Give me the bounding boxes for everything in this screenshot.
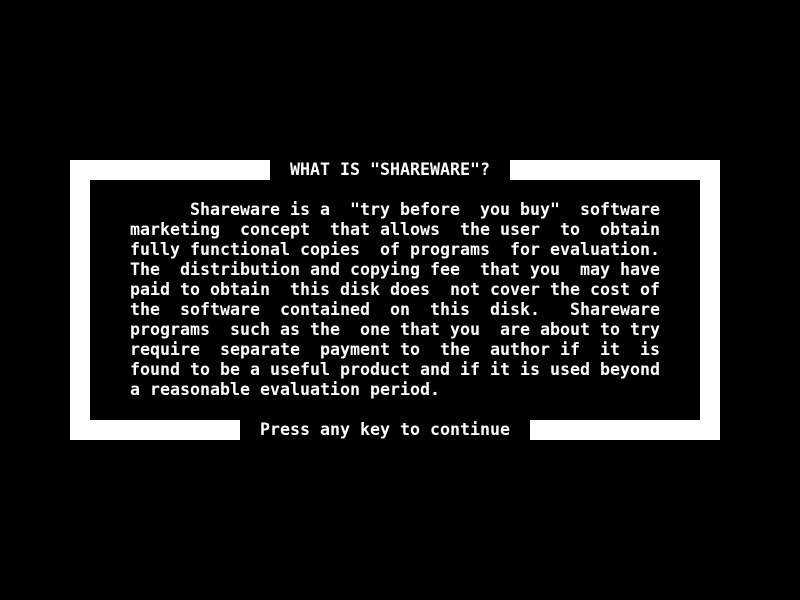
- body-line: Shareware is a "try before you buy" software: [130, 200, 660, 219]
- body-line: the software contained on this disk. Shareware: [130, 300, 660, 319]
- body-line: found to be a useful product and if it is used beyond: [130, 360, 660, 379]
- body-line: a reasonable evaluation period.: [130, 380, 440, 399]
- body-line: The distribution and copying fee that you may have: [130, 260, 660, 279]
- body-line: require separate payment to the author if it is: [130, 340, 660, 359]
- continue-prompt: Press any key to continue: [260, 420, 510, 439]
- body-line: paid to obtain this disk does not cover the cost of: [130, 280, 660, 299]
- dialog-frame: [70, 160, 720, 440]
- dialog-body-panel: [90, 180, 700, 420]
- dialog-title-bar: [270, 160, 510, 180]
- body-line: fully functional copies of programs for evaluation.: [130, 240, 660, 259]
- body-line: marketing concept that allows the user to obtain: [130, 220, 660, 239]
- dialog-footer-bar: [240, 420, 530, 440]
- dialog-title: WHAT IS "SHAREWARE"?: [290, 160, 490, 179]
- body-line: programs such as the one that you are about to try: [130, 320, 660, 339]
